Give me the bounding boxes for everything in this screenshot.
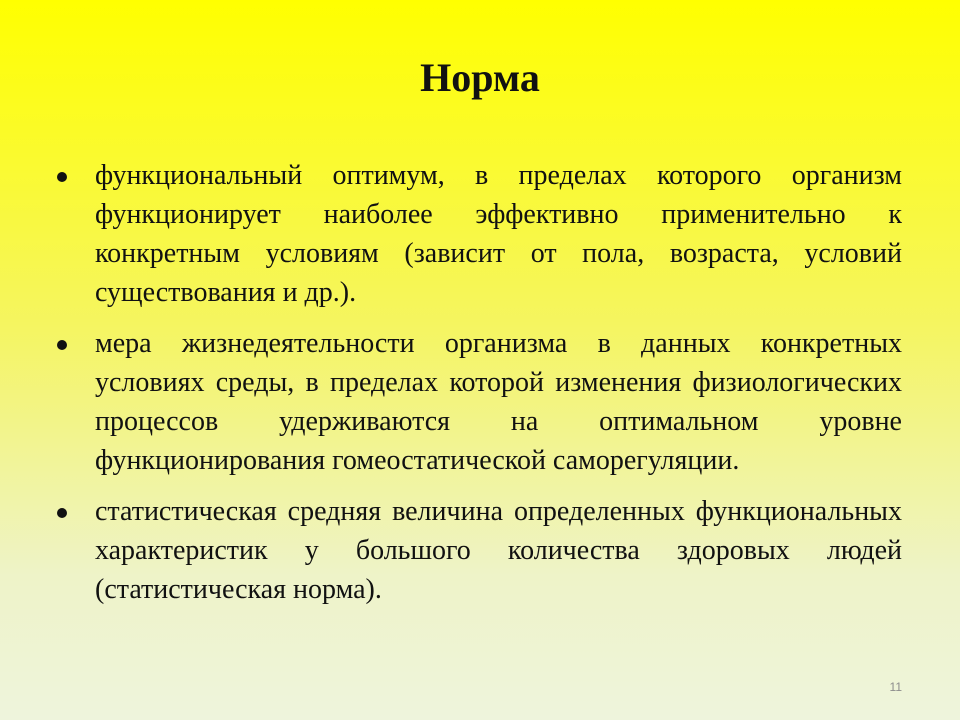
page-number: 11 [889, 680, 902, 694]
bullet-text: функциональный оптимум, в пределах которого организм функционирует наиболее эффективно применительно к конкретным условиям (зависит от пола, возраста, условий существования и др.). [95, 160, 902, 308]
bullet-list [57, 156, 902, 621]
bullet-dot-icon [57, 508, 67, 518]
bullet-item [57, 156, 902, 312]
bullet-dot-icon [57, 340, 67, 350]
bullet-text: статистическая средняя величина определенных функциональных характеристик у большого количества здоровых людей (статистическая норма). [95, 496, 902, 605]
bullet-item [57, 492, 902, 609]
bullet-item [57, 324, 902, 480]
bullet-dot-icon [57, 172, 67, 182]
bullet-text: мера жизнедеятельности организма в данных конкретных условиях среды, в пределах которой изменения физиологических процессов удерживаются на оптимальном уровне функционирования гомеостатической саморегуляции. [95, 328, 902, 476]
slide-title: Норма [420, 55, 540, 100]
